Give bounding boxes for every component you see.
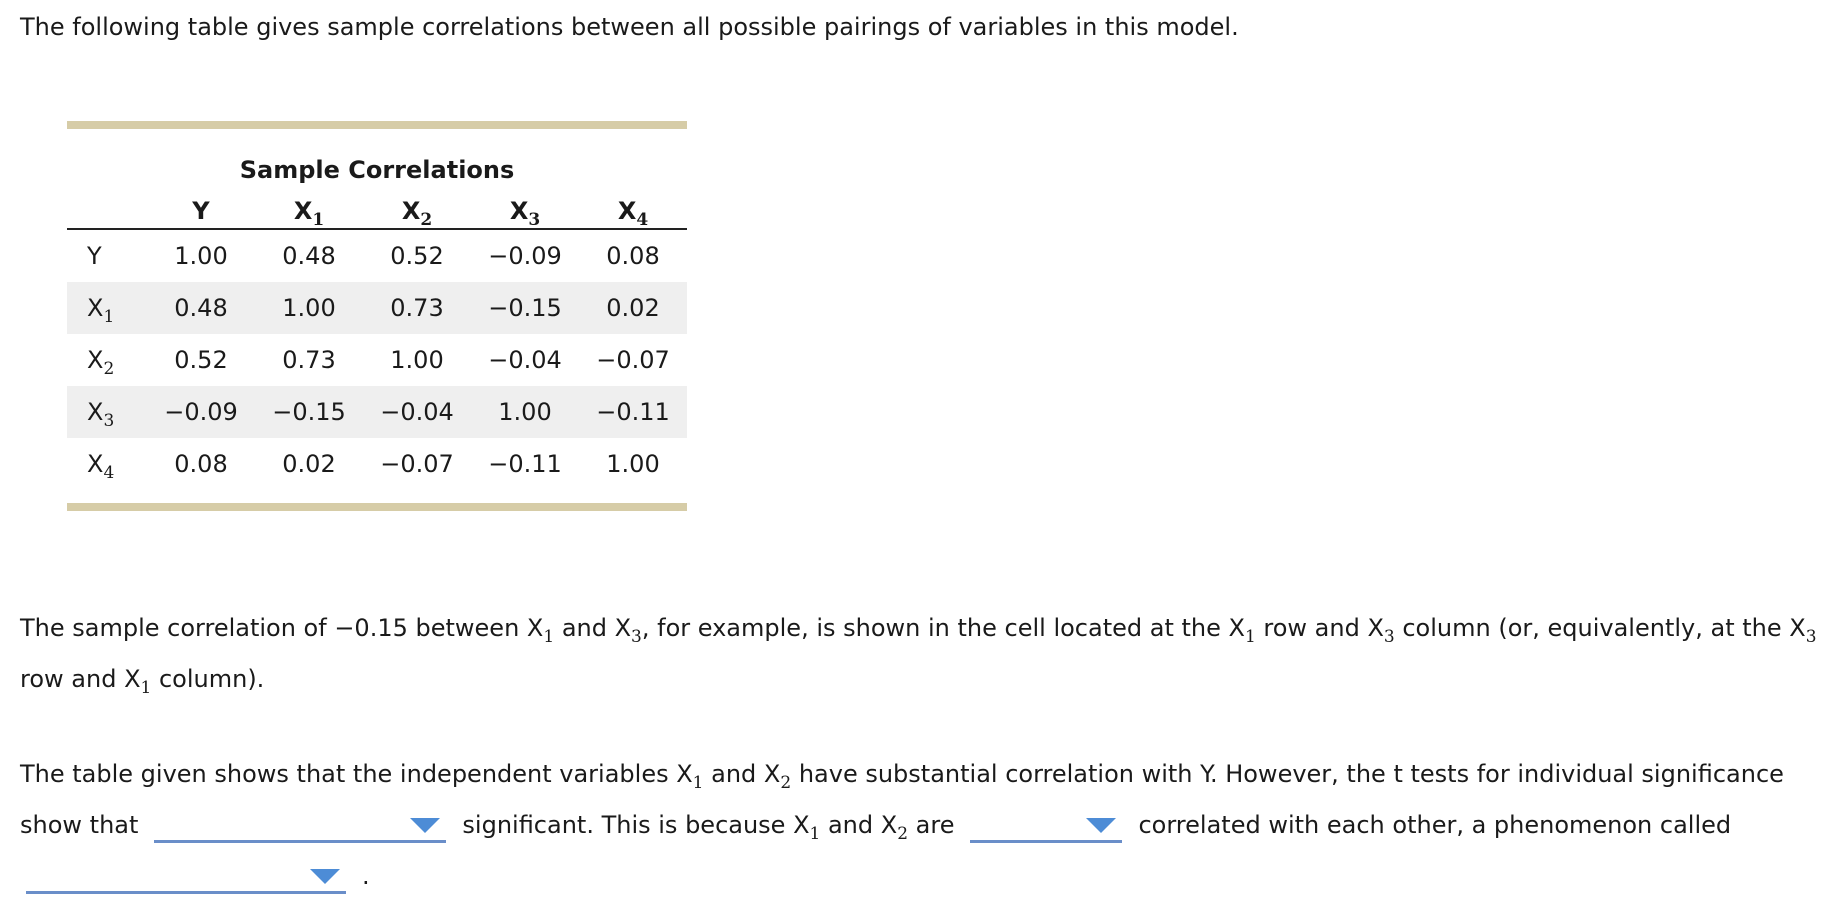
table-cell: 0.02 — [579, 282, 687, 334]
table-bottom-rule — [67, 503, 687, 511]
dropdown-arrow-icon — [1086, 818, 1116, 833]
example-paragraph: The sample correlation of −0.15 between $X_1$ and $X_3$, for example, is shown in the cell located at the $X_1$ row and $X_3$ column (or, equivalently, at the $X_3$ row and $X_1$ column). — [20, 614, 1817, 698]
col-header-x2: $X_2$ — [363, 194, 471, 229]
col-header-x3: $X_3$ — [471, 194, 579, 229]
table-cell: −0.07 — [380, 450, 454, 478]
table-cell: −0.04 — [363, 386, 471, 438]
row-header-x4: $X_4$ — [87, 450, 115, 483]
table-cell: −0.11 — [488, 450, 562, 478]
table-cell: 1.00 — [606, 450, 660, 478]
row-header-y: Y — [87, 242, 102, 270]
table-cell: 0.48 — [282, 242, 336, 270]
col-header-x1: $X_1$ — [255, 194, 363, 229]
table-cell: 1.00 — [390, 346, 444, 374]
table-row — [67, 334, 687, 386]
table-caption: Sample Correlations — [239, 156, 515, 184]
table-cell: −0.09 — [488, 242, 562, 270]
table-cell: 1.00 — [471, 386, 579, 438]
row-header-x1: $X_1$ — [67, 282, 147, 334]
table-cell: 0.02 — [282, 450, 336, 478]
phenomenon-dropdown[interactable] — [26, 861, 346, 894]
table-cell: 0.52 — [174, 346, 228, 374]
header-row — [67, 194, 687, 229]
table-cell: 0.73 — [282, 346, 336, 374]
col-header-x4: $X_4$ — [579, 194, 687, 229]
table-cell: 0.08 — [174, 450, 228, 478]
table-cell: 0.52 — [390, 242, 444, 270]
intro-text: The following table gives sample correlations between all possible pairings of variables in this model. — [20, 13, 1239, 41]
table-cell: −0.15 — [255, 386, 363, 438]
table-row — [67, 438, 687, 490]
table-row — [67, 229, 687, 282]
table-cell: −0.04 — [488, 346, 562, 374]
row-header-x3: $X_3$ — [67, 386, 147, 438]
correlation-degree-dropdown[interactable] — [970, 810, 1122, 843]
correlation-table — [67, 194, 687, 490]
table-row — [67, 282, 687, 334]
table-top-rule — [67, 121, 687, 129]
table-cell: 1.00 — [255, 282, 363, 334]
table-cell: 1.00 — [174, 242, 228, 270]
correlation-table-container — [67, 121, 687, 511]
dropdown-arrow-icon — [410, 818, 440, 833]
corner-cell — [67, 194, 147, 229]
table-cell: 0.08 — [606, 242, 660, 270]
significance-dropdown[interactable] — [154, 810, 446, 843]
table-cell: −0.11 — [579, 386, 687, 438]
table-cell: 0.73 — [363, 282, 471, 334]
row-header-x2: $X_2$ — [87, 346, 115, 379]
dropdown-arrow-icon — [310, 869, 340, 884]
col-header-y: Y — [147, 194, 255, 229]
table-cell: −0.07 — [596, 346, 670, 374]
table-cell: −0.15 — [471, 282, 579, 334]
table-row — [67, 386, 687, 438]
table-cell: 0.48 — [147, 282, 255, 334]
table-cell: −0.09 — [147, 386, 255, 438]
question-paragraph: The table given shows that the independent variables $X_1$ and $X_2$ have substantial correlation with Y. However, the t tests for individual significance show that significant. This is because $X_1$ and $X_2$ are correlated with each other, a phenomenon called . — [20, 750, 1820, 900]
